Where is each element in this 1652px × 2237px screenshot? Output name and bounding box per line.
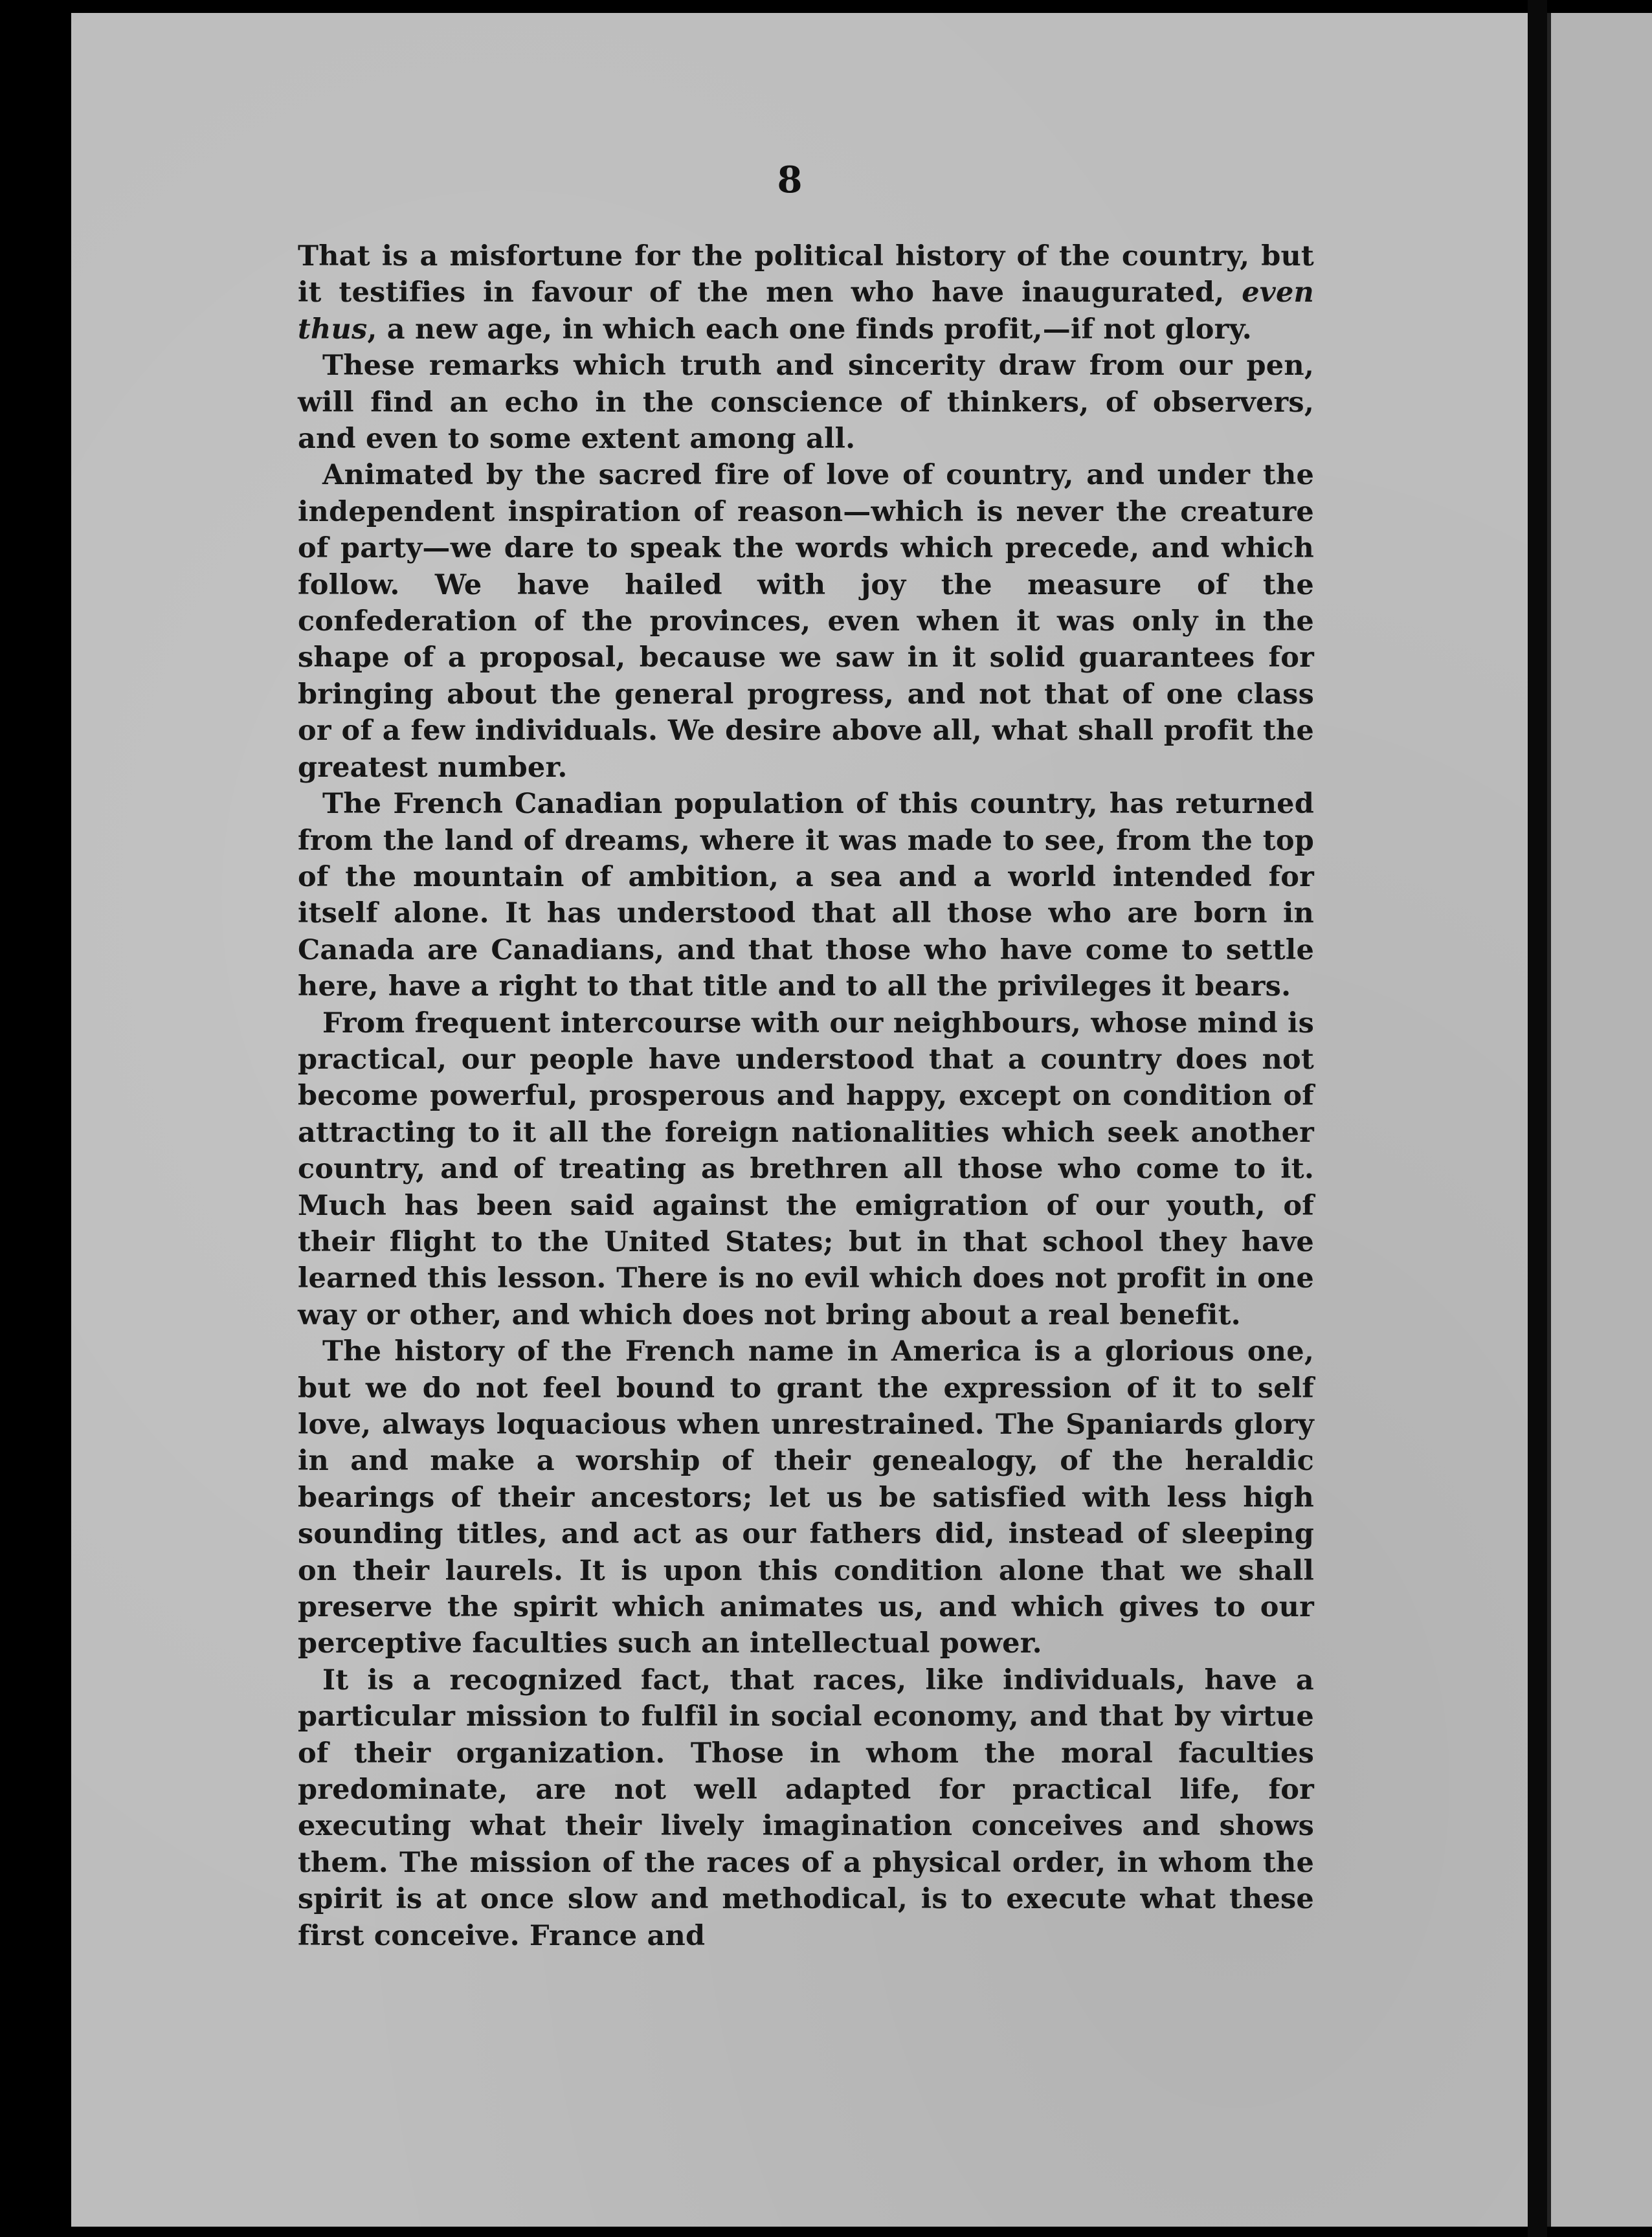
paragraph (298, 1333, 1314, 1662)
paragraph (298, 1662, 1314, 1954)
page-number: 8 (777, 159, 803, 201)
paragraph (298, 238, 1314, 348)
page-gutter (1528, 0, 1547, 2237)
text-run: That is a misfortune for the political history of the country, but it testifies in favour of the men who have inaugurated, (298, 240, 1314, 309)
text-run: From frequent intercourse with our neighbours, whose mind is practical, our people have understood that a country does not become powerful, prosperous and happy, except on condition of attracting to it all the foreign nationalities which seek another country, and of treating as brethren all those who come to it. Much has been said against the emigration of our youth, of their flight to the United States; but in that school they have learned this lesson. There is no evil which does not profit in one way or other, and which does not bring about a real benefit. (298, 1007, 1314, 1331)
text-run: Animated by the sacred fire of love of country, and under the independent inspiration of reason—which is never the creature of party—we dare to speak the words which precede, and which follow. We have hailed with joy the measure of the confederation of the provinces, even when it was only in the shape of a proposal, because we saw in it solid guarantees for bringing about the general progress, and not that of one class or of a few individuals. We desire above all, what shall profit the greatest number. (298, 459, 1314, 784)
adjacent-page-edge (1547, 13, 1652, 2227)
italic-text: even thus (298, 276, 1314, 346)
text-run: These remarks which truth and sincerity draw from our pen, will find an echo in the conscience of thinkers, of observers, and even to some extent among all. (298, 350, 1314, 456)
text-run: The history of the French name in America is a glorious one, but we do not feel bound to grant the expression of it to self love, always loquacious when unrestrained. The Spaniards glory in and make a worship of their genealogy, of the heraldic bearings of their ancestors; let us be satisfied with less high sounding titles, and act as our fathers did, instead of sleeping on their laurels. It is upon this condition alone that we shall preserve the spirit which animates us, and which gives to our perceptive faculties such an intellectual power. (298, 1335, 1314, 1660)
paragraph (298, 348, 1314, 457)
text-run: The French Canadian population of this country, has returned from the land of dreams, where it was made to see, from the top of the mountain of ambition, a sea and a world intended for itself alone. It has understood that all those who are born in Canada are Canadians, and that those who have come to settle here, have a right to that title and to all the privileges it bears. (298, 788, 1314, 1003)
body-text (298, 238, 1314, 1954)
text-run: , a new age, in which each one finds profit,—if not glory. (367, 313, 1252, 346)
paragraph (298, 457, 1314, 786)
paragraph (298, 786, 1314, 1005)
text-run: It is a recognized fact, that races, like individuals, have a particular mission to fulfil in social economy, and that by virtue of their organization. Those in whom the moral faculties predominate, are not well adapted for practical life, for executing what their lively imagination conceives and shows them. The mission of the races of a physical order, in whom the spirit is at once slow and methodical, is to execute what these first conceive. France and (298, 1664, 1314, 1952)
paragraph (298, 1005, 1314, 1334)
